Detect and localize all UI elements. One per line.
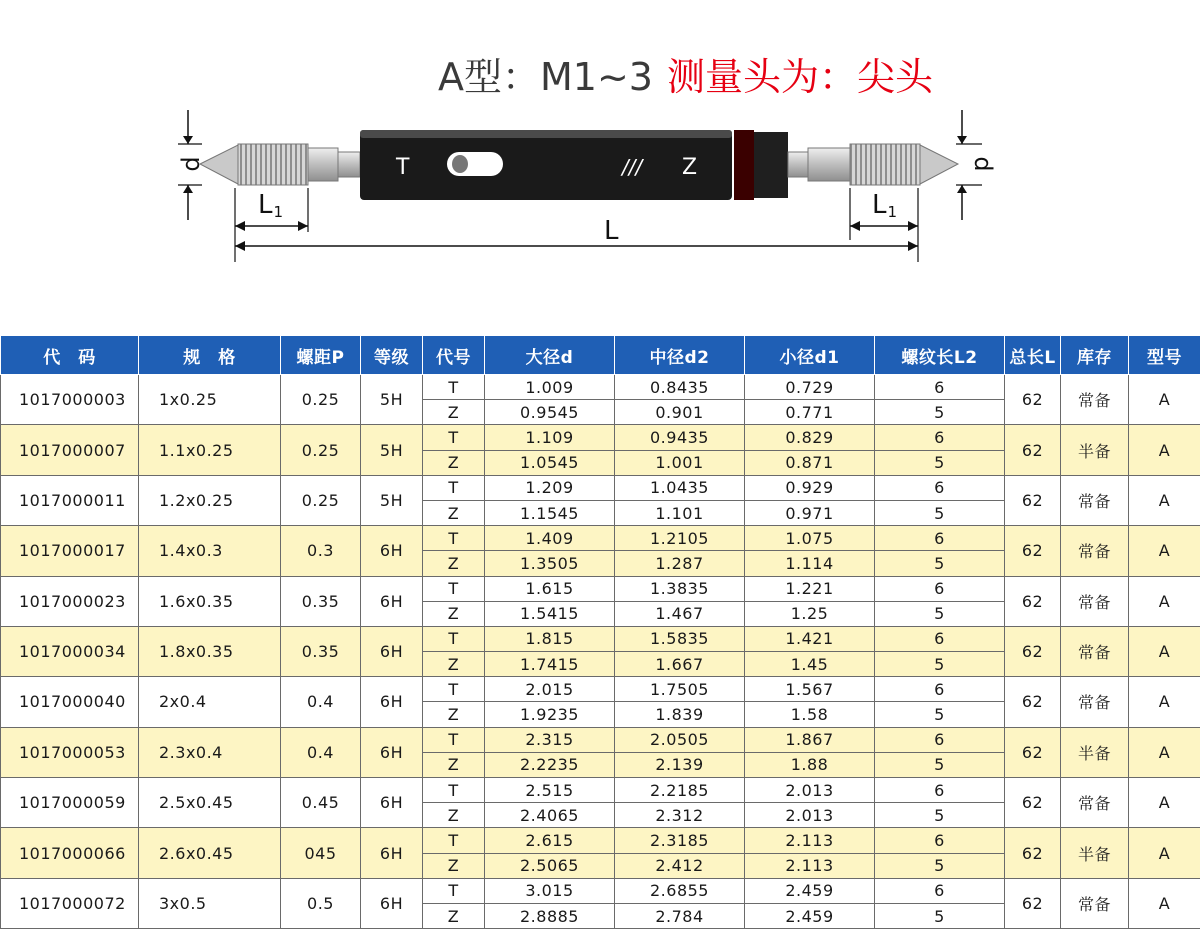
cell-major-dia: 1.0545 [485,450,615,475]
cell-minor-dia: 0.829 [745,425,875,450]
cell-stock: 常备 [1061,626,1129,676]
cell-spec: 1.2x0.25 [139,475,281,525]
cell-minor-dia: 1.867 [745,727,875,752]
header-pitch: 螺距P [281,336,361,375]
header-stock: 库存 [1061,336,1129,375]
cell-thread-length: 5 [875,551,1005,576]
thread-gauge-diagram [160,100,1000,270]
cell-stock: 常备 [1061,878,1129,928]
header-grade: 等级 [361,336,423,375]
header-major-dia: 大径d [485,336,615,375]
cell-mark: T [423,828,485,853]
cell-minor-dia: 1.88 [745,752,875,777]
cell-pitch-dia: 1.467 [615,601,745,626]
cell-spec: 1.1x0.25 [139,425,281,475]
cell-stock: 常备 [1061,526,1129,576]
cell-pitch-dia: 1.3835 [615,576,745,601]
slash-mark: /// [622,155,643,179]
cell-total-length: 62 [1005,576,1061,626]
cell-pitch-dia: 1.101 [615,500,745,525]
table-row [1,576,1200,601]
cell-stock: 半备 [1061,727,1129,777]
cell-pitch-dia: 0.9435 [615,425,745,450]
cell-stock: 半备 [1061,425,1129,475]
cell-pitch-dia: 2.412 [615,853,745,878]
cell-minor-dia: 1.421 [745,626,875,651]
cell-thread-length: 6 [875,778,1005,803]
cell-code: 1017000040 [1,677,139,727]
cell-pitch-dia: 2.0505 [615,727,745,752]
cell-mark: Z [423,500,485,525]
cell-thread-length: 6 [875,576,1005,601]
cell-minor-dia: 2.459 [745,903,875,928]
cell-major-dia: 1.209 [485,475,615,500]
type-label: A型：M1~3 [438,55,653,99]
cell-minor-dia: 2.113 [745,853,875,878]
header-mark: 代号 [423,336,485,375]
table-row [1,375,1200,400]
cell-model: A [1129,828,1200,878]
cell-minor-dia: 1.075 [745,526,875,551]
cell-pitch-dia: 1.001 [615,450,745,475]
cell-mark: Z [423,601,485,626]
cell-mark: T [423,475,485,500]
cell-stock: 常备 [1061,475,1129,525]
cell-minor-dia: 1.45 [745,652,875,677]
cell-major-dia: 1.7415 [485,652,615,677]
cell-code: 1017000072 [1,878,139,928]
spec-table [0,335,1200,929]
cell-spec: 1x0.25 [139,375,281,425]
cell-major-dia: 1.409 [485,526,615,551]
cell-pitch: 0.4 [281,677,361,727]
cell-total-length: 62 [1005,375,1061,425]
table-row [1,778,1200,803]
cell-pitch-dia: 1.2105 [615,526,745,551]
cell-grade: 6H [361,526,423,576]
cell-minor-dia: 1.567 [745,677,875,702]
cell-major-dia: 2.4065 [485,803,615,828]
cell-model: A [1129,425,1200,475]
page-title [438,52,933,102]
cell-pitch-dia: 2.312 [615,803,745,828]
table-row [1,828,1200,853]
cell-total-length: 62 [1005,778,1061,828]
table-row [1,475,1200,500]
cell-model: A [1129,778,1200,828]
header-minor-dia: 小径d1 [745,336,875,375]
gauge-handle [360,130,788,200]
cell-pitch: 045 [281,828,361,878]
cell-spec: 1.6x0.35 [139,576,281,626]
cell-major-dia: 2.5065 [485,853,615,878]
cell-major-dia: 0.9545 [485,400,615,425]
cell-spec: 1.8x0.35 [139,626,281,676]
cell-thread-length: 6 [875,375,1005,400]
cell-minor-dia: 2.459 [745,878,875,903]
cell-total-length: 62 [1005,425,1061,475]
cell-major-dia: 1.9235 [485,702,615,727]
cell-mark: Z [423,803,485,828]
cell-thread-length: 6 [875,475,1005,500]
cell-pitch: 0.4 [281,727,361,777]
cell-minor-dia: 2.013 [745,803,875,828]
go-mark: T [396,155,410,180]
cell-pitch: 0.35 [281,626,361,676]
cell-minor-dia: 1.221 [745,576,875,601]
cell-mark: Z [423,652,485,677]
table-header-row [1,336,1200,375]
cell-pitch: 0.25 [281,475,361,525]
cell-model: A [1129,677,1200,727]
cell-thread-length: 5 [875,450,1005,475]
cell-total-length: 62 [1005,727,1061,777]
header-pitch-dia: 中径d2 [615,336,745,375]
cell-minor-dia: 1.58 [745,702,875,727]
cell-model: A [1129,576,1200,626]
cell-pitch: 0.5 [281,878,361,928]
cell-spec: 2.6x0.45 [139,828,281,878]
cell-spec: 2x0.4 [139,677,281,727]
dim-d-left-label: d [177,156,205,172]
dim-l1-right-label: L1 [872,190,898,221]
cell-major-dia: 1.3505 [485,551,615,576]
cell-thread-length: 5 [875,400,1005,425]
cell-minor-dia: 0.729 [745,375,875,400]
cell-grade: 6H [361,778,423,828]
header-total-length: 总长L [1005,336,1061,375]
cell-thread-length: 6 [875,526,1005,551]
cell-pitch-dia: 1.5835 [615,626,745,651]
cell-pitch-dia: 2.2185 [615,778,745,803]
cell-minor-dia: 1.25 [745,601,875,626]
cell-thread-length: 6 [875,425,1005,450]
cell-spec: 1.4x0.3 [139,526,281,576]
cell-major-dia: 1.615 [485,576,615,601]
cell-pitch-dia: 2.3185 [615,828,745,853]
header-code: 代 码 [1,336,139,375]
cell-grade: 5H [361,375,423,425]
cell-code: 1017000003 [1,375,139,425]
table-row [1,677,1200,702]
dim-l1-left-label: L1 [258,190,284,221]
cell-thread-length: 5 [875,500,1005,525]
cell-mark: T [423,526,485,551]
cell-mark: T [423,626,485,651]
cell-total-length: 62 [1005,475,1061,525]
cell-pitch-dia: 1.839 [615,702,745,727]
cell-thread-length: 6 [875,828,1005,853]
cell-grade: 6H [361,828,423,878]
cell-minor-dia: 2.013 [745,778,875,803]
cell-mark: Z [423,853,485,878]
cell-spec: 2.3x0.4 [139,727,281,777]
cell-mark: T [423,375,485,400]
cell-major-dia: 2.2235 [485,752,615,777]
cell-major-dia: 2.515 [485,778,615,803]
cell-major-dia: 1.1545 [485,500,615,525]
cell-minor-dia: 0.929 [745,475,875,500]
cell-code: 1017000007 [1,425,139,475]
cell-thread-length: 6 [875,878,1005,903]
cell-pitch-dia: 1.7505 [615,677,745,702]
cell-code: 1017000017 [1,526,139,576]
cell-code: 1017000034 [1,626,139,676]
cell-total-length: 62 [1005,828,1061,878]
cell-code: 1017000011 [1,475,139,525]
cell-model: A [1129,727,1200,777]
cell-model: A [1129,626,1200,676]
cell-pitch-dia: 0.8435 [615,375,745,400]
cell-pitch: 0.25 [281,375,361,425]
cell-major-dia: 2.015 [485,677,615,702]
cell-grade: 6H [361,878,423,928]
cell-pitch-dia: 2.6855 [615,878,745,903]
dim-l-total [235,241,918,251]
cell-grade: 6H [361,576,423,626]
cell-thread-length: 5 [875,652,1005,677]
cell-total-length: 62 [1005,878,1061,928]
nogo-mark: Z [682,155,698,180]
cell-grade: 6H [361,727,423,777]
cell-spec: 2.5x0.45 [139,778,281,828]
cell-code: 1017000053 [1,727,139,777]
cell-pitch-dia: 1.0435 [615,475,745,500]
cell-spec: 3x0.5 [139,878,281,928]
cell-minor-dia: 0.771 [745,400,875,425]
cell-pitch: 0.35 [281,576,361,626]
cell-major-dia: 1.815 [485,626,615,651]
cell-code: 1017000023 [1,576,139,626]
cell-thread-length: 6 [875,727,1005,752]
cell-total-length: 62 [1005,626,1061,676]
cell-minor-dia: 1.114 [745,551,875,576]
header-spec: 规 格 [139,336,281,375]
cell-grade: 6H [361,626,423,676]
cell-pitch: 0.25 [281,425,361,475]
cell-minor-dia: 2.113 [745,828,875,853]
cell-thread-length: 5 [875,601,1005,626]
cell-mark: Z [423,400,485,425]
cell-mark: Z [423,903,485,928]
cell-pitch: 0.3 [281,526,361,576]
header-model: 型号 [1129,336,1200,375]
head-label: 测量头为：尖头 [666,55,933,99]
table-row [1,727,1200,752]
cell-major-dia: 1.5415 [485,601,615,626]
cell-pitch-dia: 1.667 [615,652,745,677]
cell-thread-length: 5 [875,803,1005,828]
cell-major-dia: 1.109 [485,425,615,450]
cell-stock: 常备 [1061,677,1129,727]
cell-mark: T [423,425,485,450]
cell-code: 1017000059 [1,778,139,828]
cell-major-dia: 2.8885 [485,903,615,928]
cell-major-dia: 3.015 [485,878,615,903]
cell-thread-length: 5 [875,752,1005,777]
cell-pitch-dia: 1.287 [615,551,745,576]
cell-pitch-dia: 0.901 [615,400,745,425]
cell-mark: Z [423,450,485,475]
cell-total-length: 62 [1005,526,1061,576]
cell-mark: T [423,576,485,601]
table-row [1,878,1200,903]
cell-thread-length: 6 [875,677,1005,702]
cell-major-dia: 2.315 [485,727,615,752]
cell-thread-length: 5 [875,702,1005,727]
cell-thread-length: 5 [875,903,1005,928]
cell-code: 1017000066 [1,828,139,878]
cell-grade: 6H [361,677,423,727]
cell-pitch: 0.45 [281,778,361,828]
cell-grade: 5H [361,425,423,475]
cell-model: A [1129,475,1200,525]
cell-model: A [1129,878,1200,928]
cell-total-length: 62 [1005,677,1061,727]
nogo-end-thread [788,144,958,185]
cell-pitch-dia: 2.139 [615,752,745,777]
table-row [1,626,1200,651]
cell-mark: Z [423,752,485,777]
cell-model: A [1129,375,1200,425]
cell-minor-dia: 0.971 [745,500,875,525]
cell-mark: T [423,677,485,702]
cell-mark: T [423,778,485,803]
table-row [1,425,1200,450]
dim-d-right-label: d [969,156,997,172]
cell-model: A [1129,526,1200,576]
cell-major-dia: 2.615 [485,828,615,853]
cell-pitch-dia: 2.784 [615,903,745,928]
dim-l-label: L [604,216,619,246]
go-end-thread [200,144,360,185]
cell-stock: 半备 [1061,828,1129,878]
cell-stock: 常备 [1061,778,1129,828]
cell-stock: 常备 [1061,576,1129,626]
cell-mark: T [423,727,485,752]
header-thread-length: 螺纹长L2 [875,336,1005,375]
cell-minor-dia: 0.871 [745,450,875,475]
cell-thread-length: 6 [875,626,1005,651]
cell-mark: T [423,878,485,903]
cell-stock: 常备 [1061,375,1129,425]
table-row [1,526,1200,551]
cell-major-dia: 1.009 [485,375,615,400]
cell-mark: Z [423,702,485,727]
cell-grade: 5H [361,475,423,525]
cell-thread-length: 5 [875,853,1005,878]
cell-mark: Z [423,551,485,576]
